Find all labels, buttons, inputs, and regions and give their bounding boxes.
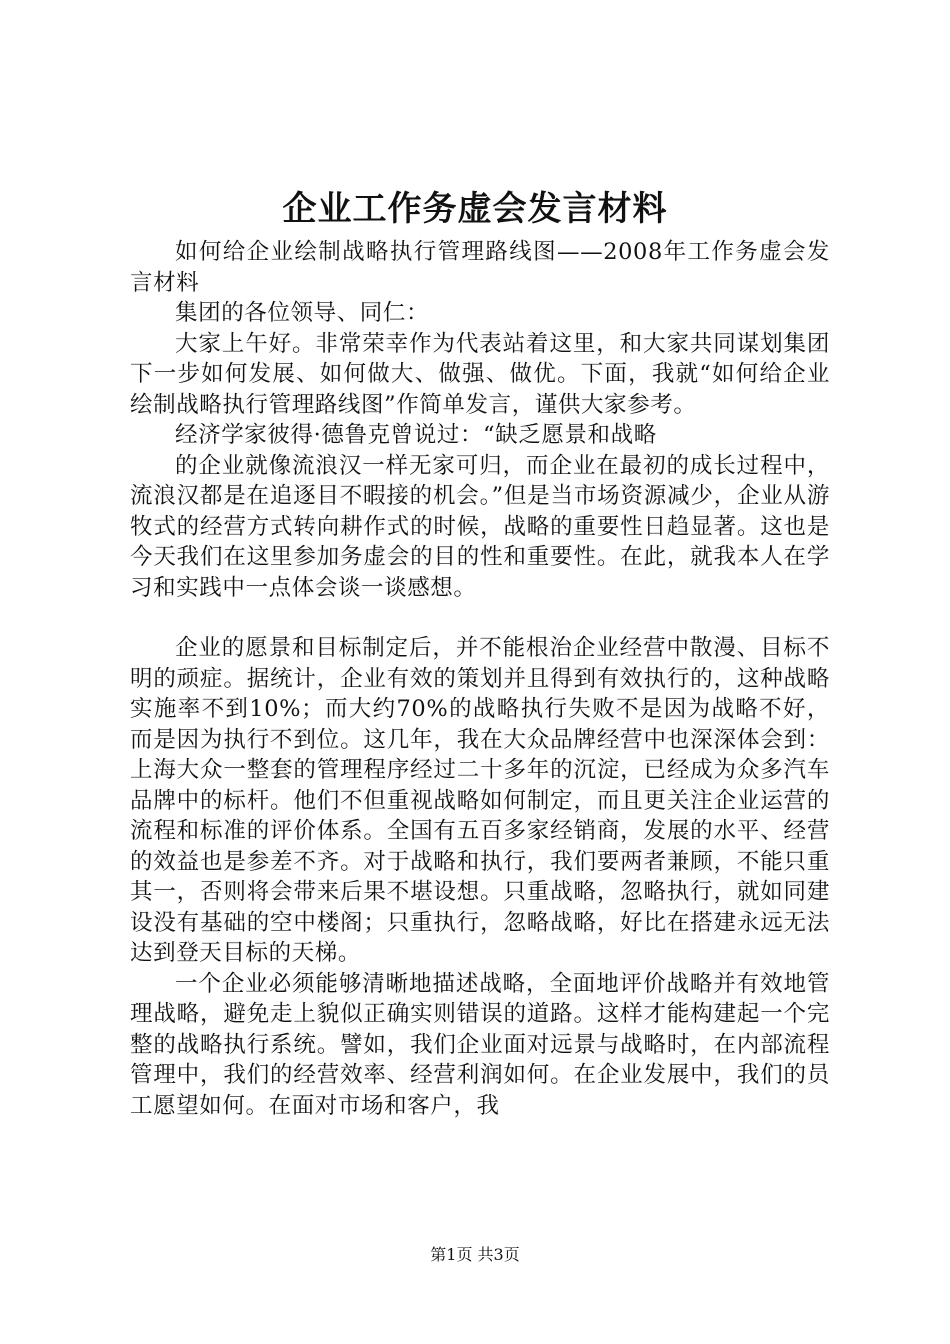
paragraph-drucker-quote-cont: 的企业就像流浪汉一样无家可归，而企业在最初的成长过程中，流浪汉都是在追逐目不暇接的机会。”但是当市场资源减少，企业从游牧式的经营方式转向耕作式的时候，战略的重要性日趋显著。这也是今天我们在这里参加务虚会的目的性和重要性。在此，就我本人在学习和实践中一点体会谈一谈感想。 [130, 452, 830, 601]
document-title: 企业工作务虚会发言材料 [282, 189, 668, 229]
paragraph-strategy-execution: 企业的愿景和目标制定后，并不能根治企业经营中散漫、目标不明的顽症。据统计，企业有效的策划并且得到有效执行的，这种战略实施率不到10%；而大约70%的战略执行失败不是因为战略不好，而是因为执行不到位。这几年，我在大众品牌经营中也深深体会到：上海大众一整套的管理程序经过二十多年的沉淀，已经成为众多汽车品牌中的标杆。他们不但重视战略如何制定，而且更关注企业运营的流程和标准的评价体系。全国有五百多家经销商，发展的水平、经营的效益也是参差不齐。对于战略和执行，我们要两者兼顾，不能只重其一，否则将会带来后果不堪设想。只重战略，忽略执行，就如同建设没有基础的空中楼阁；只重执行，忽略战略，好比在搭建永远无法达到登天目标的天梯。 [130, 635, 830, 966]
page-footer: 第1页 共3页 [430, 1245, 520, 1264]
paragraph-drucker-quote-start: 经济学家彼得·德鲁克曾说过：“缺乏愿景和战略 [175, 422, 657, 448]
paragraph-subtitle: 如何给企业绘制战略执行管理路线图——2008年工作务虚会发言材料 [130, 239, 830, 296]
paragraph-strategy-system: 一个企业必须能够清晰地描述战略，全面地评价战略并有效地管理战略，避免走上貌似正确实则错误的道路。这样才能构建起一个完整的战略执行系统。譬如，我们企业面对远景与战略时，在内部流程管理中，我们的经营效率、经营利润如何。在企业发展中，我们的员工愿望如何。在面对市场和客户，我 [130, 970, 830, 1119]
paragraph-greeting: 大家上午好。非常荣幸作为代表站着这里，和大家共同谋划集团下一步如何发展、如何做大、做强、做优。下面，我就“如何给企业绘制战略执行管理路线图”作简单发言，谨供大家参考。 [130, 330, 830, 418]
paragraph-salutation: 集团的各位领导、同仁： [175, 300, 430, 326]
document-body [130, 237, 830, 1121]
paragraph-gap [130, 603, 830, 633]
